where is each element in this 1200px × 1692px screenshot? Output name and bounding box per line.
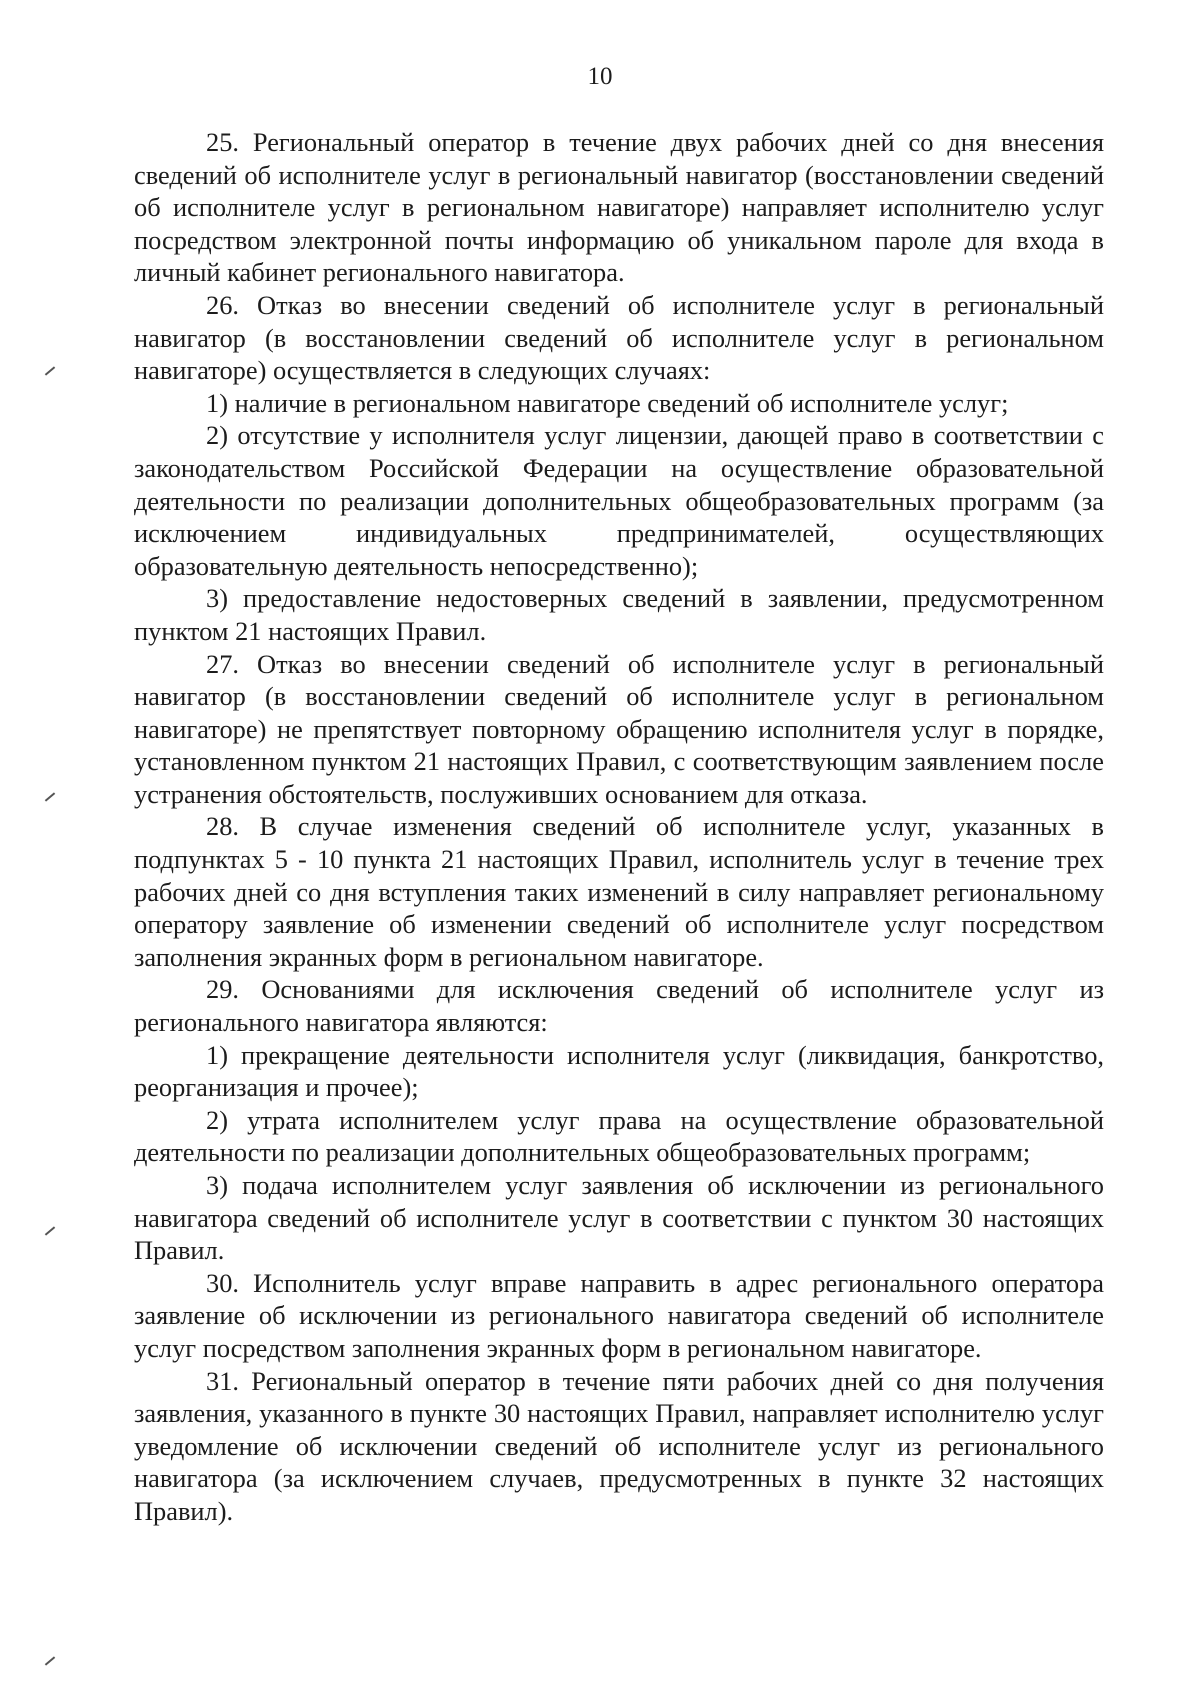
paragraph-26-item-2: 2) отсутствие у исполнителя услуг лицензии, дающей право в соответствии с законодательством Российской Федерации на осуществление образовательной деятельности по реализации дополнительных общеобразовательных программ (за исключением индивидуальных предпринимателей, осуществляющих образовательную деятельность непосредственно);: [134, 420, 1104, 581]
paragraph-26-item-3: 3) предоставление недостоверных сведений в заявлении, предусмотренном пунктом 21 настоящих Правил.: [134, 583, 1104, 646]
margin-tick-mark: [45, 1656, 55, 1665]
paragraph-27: 27. Отказ во внесении сведений об исполнителе услуг в региональный навигатор (в восстановлении сведений об исполнителе услуг в региональном навигаторе) не препятствует повторному обращению исполнителя услуг в порядке, установленном пунктом 21 настоящих Правил, с соответствующим заявлением после устранения обстоятельств, послуживших основанием для отказа.: [134, 648, 1104, 809]
paragraph-29-item-1: 1) прекращение деятельности исполнителя услуг (ликвидация, банкротство, реорганизация и прочее);: [134, 1039, 1104, 1103]
paragraph-30: 30. Исполнитель услуг вправе направить в адрес регионального оператора заявление об исключении из регионального навигатора сведений об исполнителе услуг посредством заполнения экранных форм в региональном навигаторе.: [134, 1267, 1104, 1363]
margin-tick-mark: [45, 792, 55, 801]
margin-tick-mark: [45, 366, 55, 375]
document-body: [134, 126, 1104, 1528]
paragraph-26: 26. Отказ во внесении сведений об исполнителе услуг в региональный навигатор (в восстановлении сведений об исполнителе услуг в региональном навигаторе) осуществляется в следующих случаях:: [134, 289, 1104, 386]
page-number: 10: [587, 63, 613, 90]
paragraph-31: 31. Региональный оператор в течение пяти рабочих дней со дня получения заявления, указанного в пункте 30 настоящих Правил, направляет исполнителю услуг уведомление об исключении сведений об исполнителе услуг из регионального навигатора (за исключением случаев, предусмотренных в пункте 32 настоящих Правил).: [134, 1365, 1104, 1526]
margin-tick-mark: [45, 1226, 55, 1235]
paragraph-28: 28. В случае изменения сведений об исполнителе услуг, указанных в подпунктах 5 - 10 пункта 21 настоящих Правил, исполнитель услуг в течение трех рабочих дней со дня вступления таких изменений в силу направляет региональному оператору заявление об изменении сведений об исполнителе услуг посредством заполнения экранных форм в региональном навигаторе.: [134, 811, 1104, 972]
paragraph-26-item-1: 1) наличие в региональном навигаторе сведений об исполнителе услуг;: [206, 387, 1009, 418]
paragraph-29-item-3: 3) подача исполнителем услуг заявления об исключении из регионального навигатора сведений об исполнителе услуг в соответствии с пунктом 30 настоящих Правил.: [134, 1170, 1104, 1266]
paragraph-29: 29. Основаниями для исключения сведений об исполнителе услуг из регионального навигатора являются:: [134, 974, 1104, 1038]
paragraph-25: 25. Региональный оператор в течение двух рабочих дней со дня внесения сведений об исполнителе услуг в региональный навигатор (восстановлении сведений об исполнителе услуг в региональном навигаторе) направляет исполнителю услуг посредством электронной почты информацию об уникальном пароле для входа в личный кабинет регионального навигатора.: [134, 127, 1104, 288]
paragraph-29-item-2: 2) утрата исполнителем услуг права на осуществление образовательной деятельности по реализации дополнительных общеобразовательных программ;: [134, 1104, 1104, 1168]
